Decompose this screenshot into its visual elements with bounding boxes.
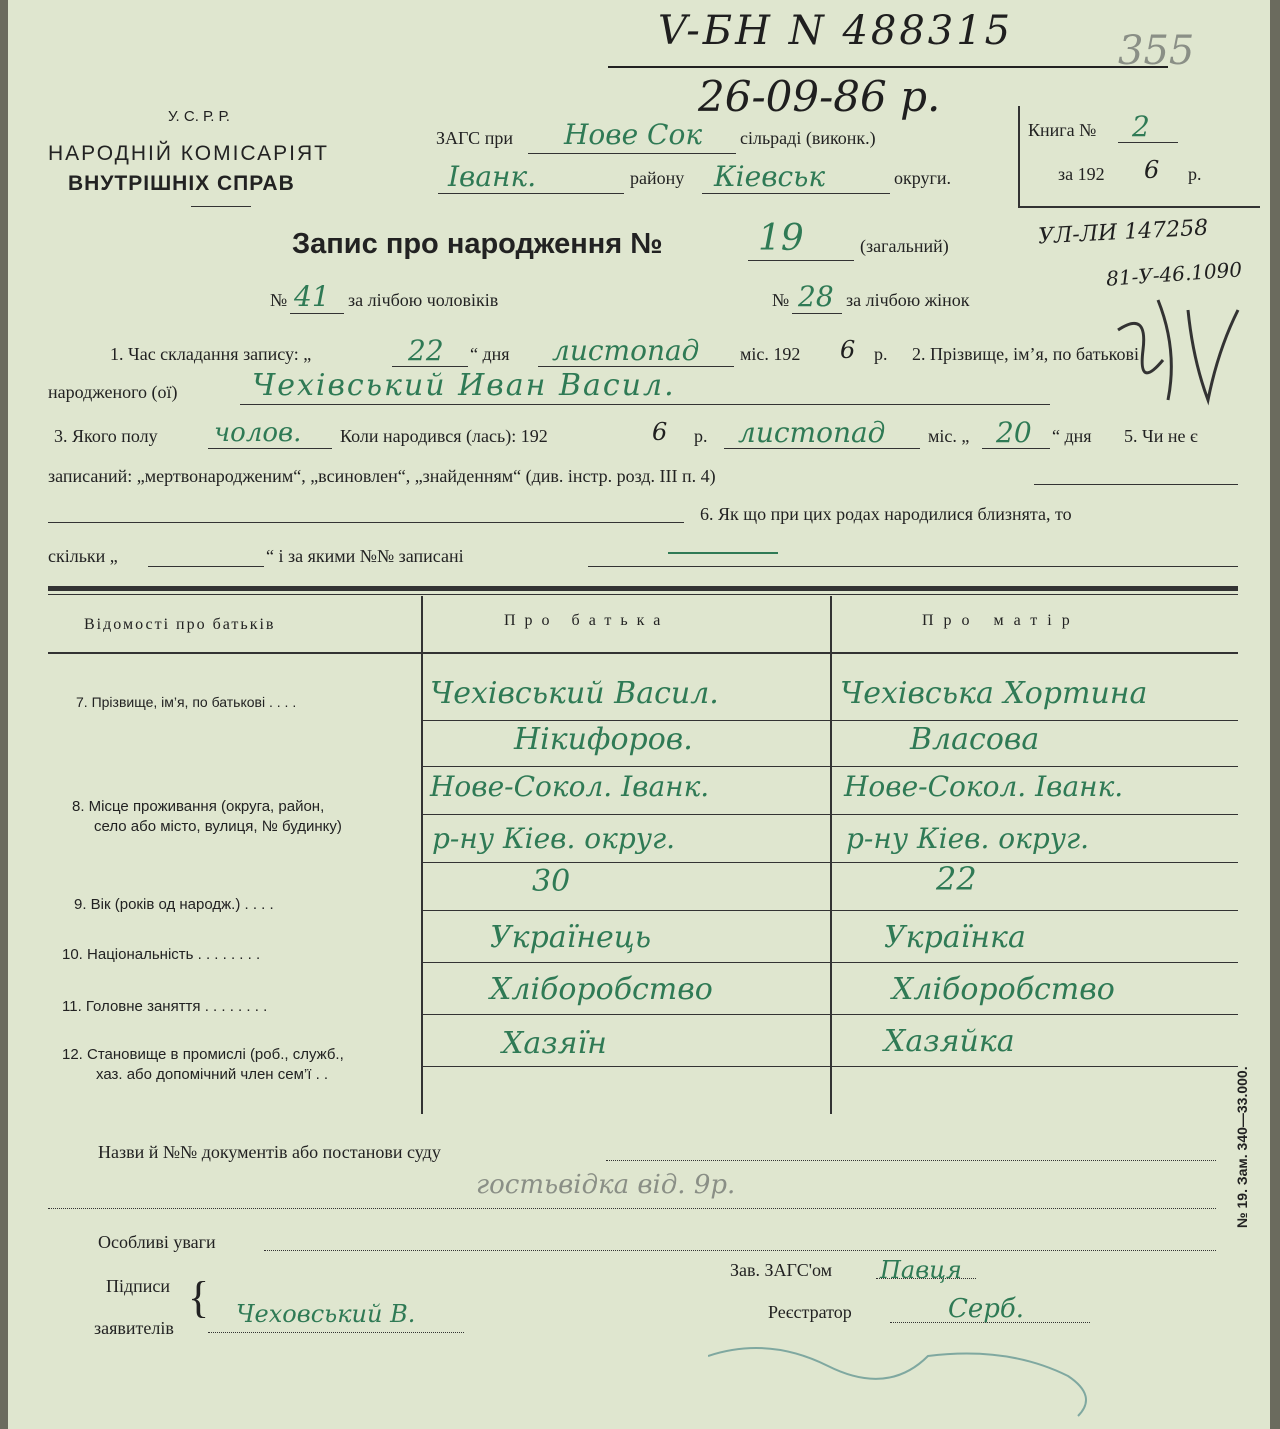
- row8-mother-2: р-ну Кіев. округ.: [846, 822, 1090, 855]
- head-label: Зав. ЗАГС'ом: [730, 1260, 832, 1280]
- f5-line-end: [1034, 484, 1238, 485]
- record-number: 19: [758, 218, 804, 259]
- table-col-divider-2: [830, 596, 832, 1114]
- header-rule: [191, 206, 251, 207]
- table-header-father: Про батька: [504, 612, 670, 629]
- table-header-rule: [48, 652, 1238, 654]
- f6-numbers-line: [588, 566, 1238, 567]
- zags-okrug-value: Кіевськ: [714, 160, 826, 193]
- state-abbrev: У. С. Р. Р.: [168, 108, 230, 125]
- row9-mother: 22: [936, 860, 977, 898]
- row10-label: 10. Національність . . . . . . . .: [62, 946, 261, 963]
- f1-label-b: “ дня: [470, 344, 510, 364]
- notes-line: [264, 1250, 1216, 1251]
- row7-rule: [421, 720, 1238, 721]
- commissariat-line1: НАРОДНІЙ КОМІСАРІЯТ: [48, 142, 329, 165]
- row10-rule: [421, 962, 1238, 963]
- f3-label-b: Коли народився (лась): 192: [340, 426, 548, 446]
- corner-mark: 355: [1118, 28, 1195, 74]
- f2-line: [240, 404, 1050, 405]
- zags-village-line: [528, 153, 736, 154]
- side-mark-2: 81-У-46.1090: [1105, 257, 1243, 291]
- registrar-label: Реєстратор: [768, 1302, 852, 1322]
- row8-mother-1: Нове-Сокол. Іванк.: [844, 770, 1124, 803]
- sign-brace: {: [188, 1273, 210, 1322]
- f3-label-e: “ дня: [1052, 426, 1092, 446]
- f3-sex: чолов.: [214, 418, 302, 448]
- table-header-info: Відомості про батьків: [84, 616, 276, 633]
- row8-father-1: Нове-Сокол. Іванк.: [430, 770, 710, 803]
- book-number-line: [1118, 142, 1178, 143]
- f3-month: листопад: [738, 416, 886, 449]
- male-count-label: за лічбою чоловіків: [348, 290, 499, 310]
- row8-father-2: р-ну Кіев. округ.: [432, 822, 676, 855]
- row9-father: 30: [532, 864, 571, 899]
- female-count-value: 28: [798, 280, 834, 313]
- f1-label-c: міс. 192: [740, 344, 801, 364]
- row9-rule: [421, 910, 1238, 911]
- female-count-line: [792, 313, 842, 314]
- sign-label-2: заявителів: [94, 1318, 174, 1338]
- f3-sex-line: [208, 448, 332, 449]
- row7-rule-b: [421, 766, 1238, 767]
- f1-label-e: 2. Прізвище, ім’я, по батькові: [912, 344, 1139, 364]
- applicant-signature: Чеховський В.: [236, 1300, 416, 1328]
- f1-month-line: [538, 366, 734, 367]
- applicant-sign-line: [208, 1332, 464, 1333]
- row12-label-2: хаз. або допомічний член сем’ї . .: [96, 1066, 329, 1083]
- record-title: Запис про народження №: [292, 228, 663, 260]
- sign-label-1: Підписи: [106, 1276, 171, 1296]
- row11-mother: Хліборобство: [892, 972, 1115, 1007]
- f3-label-c: р.: [694, 426, 708, 446]
- f5-line-2: [48, 522, 684, 523]
- row7-father-1: Чехівський Васил.: [430, 676, 719, 711]
- zags-okrug-label: округи.: [894, 168, 952, 188]
- form-code: № 19. Зам. 340—33.000.: [1234, 1066, 1250, 1228]
- book-year-label: за 192: [1058, 164, 1105, 184]
- zags-label: ЗАГС при: [436, 128, 513, 148]
- row7-mother-1: Чехівська Хортина: [840, 676, 1148, 711]
- row10-mother: Українка: [884, 920, 1026, 955]
- f1-label-d: р.: [874, 344, 888, 364]
- zags-district-label: району: [630, 168, 685, 188]
- f3-label-f: 5. Чи не є: [1124, 426, 1198, 446]
- row7-mother-2: Власова: [910, 722, 1040, 757]
- f3-year: 6: [652, 418, 668, 446]
- f3-day: 20: [996, 416, 1032, 449]
- f3-label-d: міс. „: [928, 426, 970, 446]
- head-signature: Павця: [880, 1256, 962, 1284]
- row7-label: 7. Прізвище, ім’я, по батькові . . . .: [76, 694, 297, 710]
- f3-day-line: [982, 448, 1050, 449]
- notes-label: Особливі уваги: [98, 1232, 216, 1252]
- f5-text: записаний: „мертвонародженим“, „всиновлен“, „знайденням“ (див. інстр. розд. III п. 4): [48, 466, 716, 486]
- male-count-line: [290, 313, 344, 314]
- documents-label: Назви й №№ документів або постанови суду: [98, 1142, 441, 1162]
- female-count-prefix: №: [772, 290, 790, 310]
- f3-month-line: [724, 448, 920, 449]
- f1-label-a: 1. Час складання запису: „: [110, 344, 312, 364]
- row8-label-2: село або місто, вулиця, № будинку): [94, 818, 342, 835]
- row12-father: Хазяїн: [502, 1026, 607, 1061]
- row10-father: Українець: [490, 920, 652, 955]
- zags-okrug-line: [702, 193, 890, 194]
- table-top-rule: [48, 586, 1238, 591]
- row11-rule: [421, 1014, 1238, 1015]
- female-count-label: за лічбою жінок: [846, 290, 970, 310]
- archive-number: V-БН N 488315: [658, 8, 1014, 54]
- f6-line2-a: скільки „: [48, 546, 118, 566]
- f1-day-line: [392, 366, 468, 367]
- f6-line2-b: “ і за якими №№ записані: [266, 546, 464, 566]
- row11-father: Хліборобство: [490, 972, 713, 1007]
- birth-record-form: [8, 0, 1270, 1429]
- registrar-flourish: [708, 1316, 1128, 1426]
- zags-district-line: [438, 193, 624, 194]
- f1-year: 6: [840, 336, 856, 364]
- commissariat-line2: ВНУТРІШНІХ СПРАВ: [68, 172, 295, 195]
- table-header-mother: Про матір: [922, 612, 1080, 629]
- f2-label: народженого (ої): [48, 382, 178, 402]
- row11-label: 11. Головне заняття . . . . . . . .: [62, 998, 268, 1015]
- table-top-rule-thin: [48, 594, 1238, 595]
- book-number: 2: [1132, 110, 1150, 143]
- f1-day: 22: [408, 334, 444, 367]
- row12-rule: [421, 1066, 1238, 1067]
- row7-father-2: Нікифоров.: [514, 722, 693, 757]
- f6-count-line: [148, 566, 264, 567]
- zags-village-value: Нове Сок: [564, 118, 703, 151]
- f6-text: 6. Як що при цих родах народилися близнята, то: [700, 504, 1072, 524]
- male-count-value: 41: [294, 280, 330, 313]
- table-col-divider-1: [421, 596, 423, 1114]
- row12-mother: Хазяйка: [884, 1024, 1015, 1059]
- f2-value: Чехівський Иван Васил.: [252, 368, 676, 403]
- f6-dash-mark: [668, 552, 778, 554]
- archive-underline: [608, 66, 1168, 68]
- row8-rule-b: [421, 862, 1238, 863]
- row8-label-1: 8. Місце проживання (округа, район,: [72, 798, 325, 815]
- zags-village-label: сільраді (виконк.): [740, 128, 876, 148]
- registrar-signature: Серб.: [948, 1294, 1025, 1324]
- book-year-suffix: р.: [1188, 164, 1202, 184]
- documents-pencil-note: гостьвідка від. 9р.: [476, 1170, 736, 1200]
- side-mark-1: УЛ-ЛИ 147258: [1037, 215, 1209, 250]
- f1-month: листопад: [552, 334, 700, 367]
- documents-line: [606, 1160, 1216, 1161]
- row8-rule: [421, 814, 1238, 815]
- handwritten-date: 26-09-86 р.: [698, 72, 941, 121]
- row12-label-1: 12. Становище в промислі (роб., служб.,: [62, 1046, 344, 1063]
- zags-district-value: Іванк.: [448, 160, 537, 193]
- documents-line-2: [48, 1208, 1216, 1209]
- head-sign-line: [876, 1278, 976, 1279]
- f3-label: 3. Якого полу: [54, 426, 158, 446]
- book-label: Книга №: [1028, 120, 1097, 140]
- record-number-line: [748, 260, 854, 261]
- record-general: (загальний): [860, 236, 949, 256]
- male-count-prefix: №: [270, 290, 288, 310]
- book-year-value: 6: [1144, 156, 1160, 184]
- row9-label: 9. Вік (років од народж.) . . . .: [74, 896, 274, 913]
